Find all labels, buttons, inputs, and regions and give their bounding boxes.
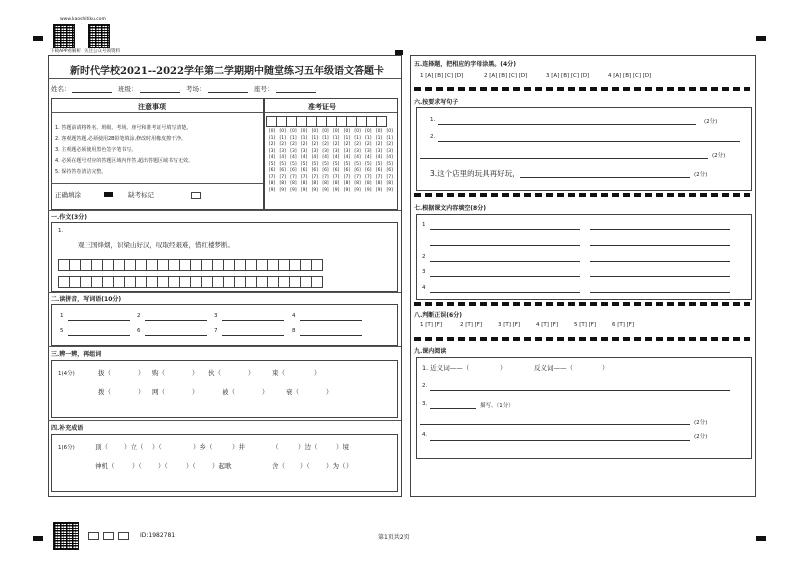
correct-fill-label: 正确填涂 <box>55 191 81 199</box>
section-1-heading: 一.作文(3分) <box>51 214 87 221</box>
answer-blank[interactable] <box>420 424 690 425</box>
writing-grid-cell[interactable] <box>311 276 323 288</box>
answer-blank[interactable] <box>520 177 690 178</box>
choice-row[interactable]: 4 [A] [B] [C] [D] <box>608 73 652 79</box>
notice-item: 1. 答题前请将姓名、班级、考场、座号和准考证号填写清楚。 <box>55 125 192 131</box>
judge-row[interactable]: 1 [T] [F] <box>420 322 443 328</box>
sec6-q1: 1. <box>430 117 436 123</box>
sec9-q1: ） <box>500 364 507 372</box>
idiom-part: ）（ <box>300 462 310 470</box>
idiom-part: （ <box>272 443 279 451</box>
blank-number: 3 <box>214 313 218 319</box>
exam-id-digit-column[interactable]: [0] [1] [2] [3] [4] [5] [6] [7] [8] [9] <box>343 129 351 193</box>
blank-number: 2 <box>422 254 426 260</box>
section-4-score: 1(6分) <box>58 445 75 451</box>
footer-mark <box>103 532 114 540</box>
idiom-part: ）（ <box>152 443 162 451</box>
section-2-box <box>51 304 398 346</box>
answer-blank[interactable] <box>68 335 130 336</box>
char-pair: 束（ <box>272 369 285 377</box>
section-8-heading: 八.判断正误(6分) <box>414 312 462 319</box>
judge-row[interactable]: 5 [T] [F] <box>574 322 597 328</box>
exam-id-heading: 准考证号 <box>308 103 336 111</box>
idiom-part: ）立（ <box>124 443 144 451</box>
idiom-part: ）（ <box>158 462 168 470</box>
corner-mark-tr <box>756 36 766 41</box>
char-pair: ） <box>326 388 333 396</box>
char-pair: 拔（ <box>98 369 111 377</box>
char-pair: ） <box>262 388 269 396</box>
answer-blank[interactable] <box>430 408 476 409</box>
answer-blank[interactable] <box>430 440 690 441</box>
blank-number: 8 <box>292 328 296 334</box>
exam-room-label: 考场： <box>186 85 206 93</box>
notice-item: 4. 必须在题号对应的答题区域内作答,超出答题区域书写无效。 <box>55 158 193 164</box>
idiom-part: 顶（ <box>95 443 108 451</box>
absent-checkbox[interactable] <box>191 192 201 199</box>
idiom-part: ）井 <box>232 443 245 451</box>
sec9-q3: 3. <box>422 401 428 407</box>
exam-id-digit-column[interactable]: [0] [1] [2] [3] [4] [5] [6] [7] [8] [9] <box>311 129 318 193</box>
page-title: 新时代学校2021--2022学年第二学期期中随堂练习五年级语文答题卡 <box>70 66 384 77</box>
section-6-heading: 六.按要求写句子 <box>414 99 459 106</box>
blank-number: 2 <box>137 313 141 319</box>
sec9-score: (2分) <box>694 434 708 440</box>
choice-row[interactable]: 3 [A] [B] [C] [D] <box>546 73 590 79</box>
footer-mark <box>118 532 129 540</box>
answer-blank[interactable] <box>222 335 284 336</box>
qr-code-icon <box>53 522 79 550</box>
qr-code-icon <box>88 24 110 48</box>
exam-id-digit-column[interactable]: [0] [1] [2] [3] [4] [5] [6] [7] [8] [9] <box>354 129 361 193</box>
page-number: 第1页共2页 <box>378 534 410 541</box>
seat-label: 座号： <box>254 85 274 93</box>
exam-id-digit-column[interactable]: [0] [1] [2] [3] [4] [5] [6] [7] [8] [9] <box>386 129 393 193</box>
class-label: 班级： <box>118 85 138 93</box>
section-7-box <box>416 214 752 300</box>
exam-id-digit-column[interactable]: [0] [1] [2] [3] [4] [5] [6] [7] [8] [9] <box>322 129 329 193</box>
exam-id-digit-column[interactable]: [0] [1] [2] [3] [4] [5] [6] [7] [8] [9] <box>268 129 276 193</box>
blank-number: 1 <box>422 222 426 228</box>
filled-mark-icon <box>104 192 113 197</box>
answer-blank[interactable] <box>222 320 284 321</box>
answer-blank[interactable] <box>300 335 362 336</box>
answer-blank[interactable] <box>430 276 580 277</box>
idiom-part: ） <box>346 462 353 470</box>
answer-blank[interactable] <box>430 261 580 262</box>
char-pair: 被（ <box>222 388 235 396</box>
idiom-part: ）境 <box>336 443 349 451</box>
section-3-score: 1(4分) <box>58 371 75 377</box>
sec9-q1: 1. 近义词——（ <box>422 364 470 372</box>
sec9-score: (2分) <box>694 420 708 426</box>
choice-row[interactable]: 1 [A] [B] [C] [D] <box>420 73 464 79</box>
judge-row[interactable]: 6 [T] [F] <box>612 322 635 328</box>
choice-row[interactable]: 2 [A] [B] [C] [D] <box>484 73 528 79</box>
sec9-q1: 反义词——（ <box>534 364 573 372</box>
section-2-heading: 二.读拼音，写词语(10分) <box>51 296 122 303</box>
absent-label: 缺考标记 <box>128 191 154 199</box>
sec9-q1: ） <box>602 364 609 372</box>
idiom-part: 神机（ <box>95 462 115 470</box>
char-pair: 拨（ <box>98 388 111 396</box>
answer-blank[interactable] <box>430 229 580 230</box>
writing-grid-row-2[interactable] <box>58 273 322 292</box>
qr-code-icon <box>53 24 75 48</box>
answer-blank[interactable] <box>590 276 730 277</box>
judge-row[interactable]: 4 [T] [F] <box>536 322 559 328</box>
blank-number: 4 <box>422 285 426 291</box>
char-pair: ） <box>248 369 255 377</box>
footer-mark <box>88 532 99 540</box>
qr-caption-1: 下载APP看解析 <box>50 49 82 54</box>
section-9-heading: 九.课内阅读 <box>414 348 447 355</box>
section-5-heading: 五.连择题，把相应的字母涂黑。(4分) <box>414 61 516 68</box>
sec6-score: (2分) <box>704 119 718 125</box>
sec9-q2: 2. <box>422 383 428 389</box>
answer-blank[interactable] <box>68 320 130 321</box>
idiom-part: ）边（ <box>298 443 318 451</box>
char-pair: 伙（ <box>208 369 221 377</box>
section-1-prompt: 观三国烽烟，识梁山好汉，叹取经艰难，惜红楼梦断。 <box>78 241 234 249</box>
section-7-heading: 七.根据课文内容填空(8分) <box>414 205 486 212</box>
answer-blank[interactable] <box>145 320 207 321</box>
idiom-part: ）为（ <box>326 462 346 470</box>
blank-number: 6 <box>137 328 141 334</box>
site-text: www.kaoshitiku.com <box>60 17 106 22</box>
qr-caption-2: 关注公众号领资料 <box>84 49 120 54</box>
notice-box <box>51 98 264 210</box>
exam-id-digit-column[interactable]: [0] [1] [2] [3] [4] [5] [6] [7] [8] [9] <box>365 129 372 193</box>
section-4-heading: 四.补充成语 <box>51 425 84 432</box>
notice-heading: 注意事项 <box>138 103 166 111</box>
answer-blank[interactable] <box>300 320 362 321</box>
exam-id-digit-column[interactable]: [0] [1] [2] [3] [4] [5] [6] [7] [8] [9] <box>333 129 340 193</box>
name-label: 姓名： <box>51 85 71 93</box>
answer-blank[interactable] <box>590 261 730 262</box>
sec9-q4: 4. <box>422 432 428 438</box>
corner-mark-tl <box>33 36 43 41</box>
idiom-part: 舍（ <box>272 462 285 470</box>
answer-blank[interactable] <box>438 124 696 125</box>
blank-number: 4 <box>292 313 296 319</box>
document-id: ID:1982781 <box>140 532 176 539</box>
char-pair: 衰（ <box>286 388 299 396</box>
judge-row[interactable]: 3 [T] [F] <box>498 322 521 328</box>
char-pair: ） <box>192 369 199 377</box>
exam-id-input-row[interactable] <box>266 116 386 127</box>
idiom-part: ）起歌 <box>212 462 232 470</box>
section-3-heading: 三.辨一辨，再组词 <box>51 351 102 358</box>
corner-mark-br <box>756 536 766 541</box>
char-pair: 购（ <box>152 369 165 377</box>
answer-blank[interactable] <box>420 158 708 159</box>
exam-id-digit-column[interactable]: [0] [1] [2] [3] [4] [5] [6] [7] [8] [9] <box>279 129 286 193</box>
idiom-part: ）（ <box>186 462 196 470</box>
exam-id-digit-column[interactable]: [0] [1] [2] [3] [4] [5] [6] [7] [8] [9] <box>375 129 383 193</box>
judge-row[interactable]: 2 [T] [F] <box>460 322 483 328</box>
answer-blank[interactable] <box>590 292 730 293</box>
char-pair: ） <box>138 388 145 396</box>
blank-number: 7 <box>214 328 218 334</box>
idiom-part: ）（ <box>132 462 142 470</box>
answer-blank[interactable] <box>590 229 730 230</box>
writing-grid-cell[interactable] <box>311 259 323 271</box>
blank-number: 3 <box>422 269 426 275</box>
blank-number: 1 <box>60 313 64 319</box>
exam-id-digit-column[interactable]: [0] [1] [2] [3] [4] [5] [6] [7] [8] [9] <box>300 129 308 193</box>
char-pair: 网（ <box>152 388 165 396</box>
section-1-number: 1. <box>58 228 64 234</box>
sec6-q3: 3.这个店里的玩具再好玩， <box>430 169 520 178</box>
corner-mark-bl <box>33 536 43 541</box>
sec6-score: (2分) <box>712 153 726 159</box>
char-pair: ） <box>314 369 321 377</box>
sec6-score: (2分) <box>694 172 708 178</box>
answer-blank[interactable] <box>438 141 740 142</box>
notice-item: 3. 主观题必须使用黑色签字笔书写。 <box>55 147 137 153</box>
answer-blank[interactable] <box>145 335 207 336</box>
answer-blank[interactable] <box>590 245 730 246</box>
char-pair: ） <box>192 388 199 396</box>
answer-blank[interactable] <box>430 245 580 246</box>
exam-id-digit-column[interactable]: [0] [1] [2] [3] [4] [5] [6] [7] [8] [9] <box>290 129 297 193</box>
sec6-q2: 2. <box>430 134 436 140</box>
notice-item: 5. 保持答卷清洁完整。 <box>55 169 107 175</box>
answer-blank[interactable] <box>430 292 580 293</box>
answer-blank[interactable] <box>430 390 730 391</box>
blank-number: 5 <box>60 328 64 334</box>
char-pair: ） <box>138 369 145 377</box>
sec9-q3-tail: 描写。（1分） <box>480 403 514 409</box>
notice-item: 2. 客观题答题,必须使用2B铅笔填涂,修改时用橡皮擦干净。 <box>55 136 187 142</box>
idiom-part: ）乡（ <box>193 443 213 451</box>
